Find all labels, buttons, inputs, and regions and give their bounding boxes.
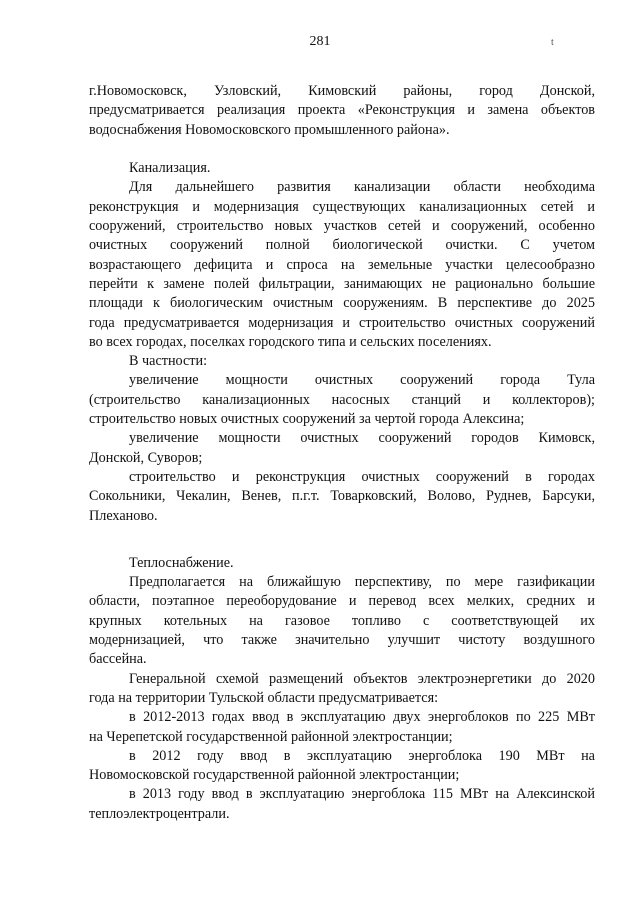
text-line: в 2012-2013 годах ввод в эксплуатацию двух энергоблоков по 225 МВт <box>129 709 595 726</box>
para-tula <box>89 371 595 429</box>
text-line: крупных котельных на газовое топливо с соответствующей их <box>89 612 595 629</box>
para-heat <box>89 573 595 669</box>
text-line: г.Новомосковск, Узловский, Кимовский районы, город Донской, <box>89 83 595 99</box>
text-line: водоснабжения Новомосковского промышленного района». <box>89 121 450 138</box>
para-sokolniki <box>89 468 595 526</box>
text-line: Для дальнейшего развития канализации области необходима <box>129 179 595 196</box>
text-line: строительство и реконструкция очистных сооружений в городах <box>129 468 595 485</box>
text-line: на Черепетской государственной районной электростанции; <box>89 728 453 745</box>
text-line: (строительство канализационных насосных станций и коллекторов); <box>89 391 595 408</box>
para-in-particular <box>89 352 595 371</box>
text-line: в 2012 году ввод в эксплуатацию энергоблока 190 МВт на <box>129 747 595 764</box>
text-line: во всех городах, поселках городского типа и сельских поселениях. <box>89 333 492 350</box>
corner-mark: t <box>551 37 554 48</box>
text-line: в 2013 году ввод в эксплуатацию энергоблока 115 МВт на Алексинской <box>129 786 595 803</box>
text-line: Сокольники, Чекалин, Венев, п.г.т. Товарковский, Волово, Руднев, Барсуки, <box>89 488 595 505</box>
text-line: реконструкция и модернизация существующих канализационных сетей и <box>89 198 595 215</box>
text-line: перейти к замене полей фильтрации, занимающих не рационально большие <box>89 275 595 292</box>
text-line: модернизацией, что также значительно улучшит чистоту воздушного <box>89 632 595 649</box>
text-line: бассейна. <box>89 651 147 668</box>
text-line: В частности: <box>129 353 208 370</box>
para-novomoskovsk <box>89 747 595 786</box>
text-line: года на территории Тульской области предусматривается: <box>89 689 439 706</box>
section-heading: Теплоснабжение. <box>129 554 234 571</box>
text-line: сооружений, строительство новых участков сетей и сооружений, особенно <box>89 218 595 235</box>
text-line: Генеральной схемой размещений объектов электроэнергетики до 2020 <box>129 670 595 687</box>
text-line: очистных сооружений полной биологической очистки. С учетом <box>89 237 595 254</box>
para-cherepet <box>89 708 595 747</box>
para-intro <box>89 82 595 140</box>
text-line: года предусматривается модернизация и строительство очистных сооружений <box>89 314 595 331</box>
text-line: увеличение мощности очистных сооружений города Тула <box>129 372 595 389</box>
text-line: увеличение мощности очистных сооружений городов Кимовск, <box>129 430 595 447</box>
section-gap <box>89 526 595 554</box>
para-aleksin <box>89 785 595 824</box>
text-line: области, поэтапное переоборудование и перевод всех мелких, средних и <box>89 593 595 610</box>
text-line: Плеханово. <box>89 507 158 524</box>
text-line: площади к биологическим очистным сооружениям. В перспективе до 2025 <box>89 295 595 312</box>
text-line: Новомосковской государственной районной электростанции; <box>89 767 460 784</box>
text-line: Донской, Суворов; <box>89 449 203 466</box>
text-line: строительство новых очистных сооружений за чертой города Алексина; <box>89 411 525 428</box>
text-line: предусматривается реализация проекта «Реконструкция и замена объектов <box>89 102 595 119</box>
para-kimovsk <box>89 429 595 468</box>
text-line: Предполагается на ближайшую перспективу, по мере газификации <box>129 574 595 591</box>
page-number: 281 <box>309 34 331 49</box>
paragraph-gap <box>89 140 595 159</box>
section-heading: Канализация. <box>129 160 211 177</box>
document-body <box>89 82 595 824</box>
text-line: возрастающего дефицита и спроса на земельные участки целесообразно <box>89 256 595 273</box>
text-line: теплоэлектроцентрали. <box>89 805 230 822</box>
para-general-scheme <box>89 670 595 709</box>
para-sewer-main <box>89 178 595 352</box>
